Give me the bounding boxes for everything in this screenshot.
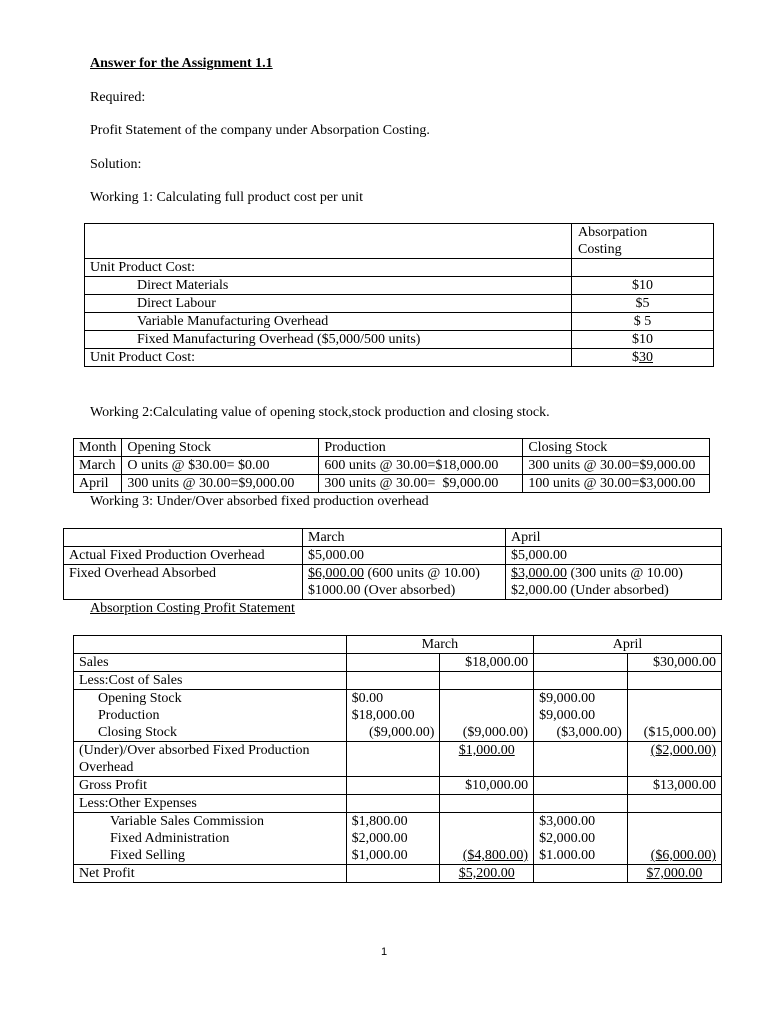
table-row: Less:Cost of Sales (74, 672, 722, 690)
table-row: Production $18,000.00 $9,000.00 (74, 707, 722, 724)
table-row: Opening Stock $0.00 $9,000.00 (74, 690, 722, 708)
table-row: Fixed Administration $2,000.00 $2,000.00 (74, 830, 722, 847)
absorption-costing-header: Absorpation Costing (572, 224, 714, 259)
table-row: Less:Other Expenses (74, 795, 722, 813)
working3-title: Working 3: Under/Over absorbed fixed production overhead (90, 494, 429, 509)
table-row: March O units @ $30.00= $0.00 600 units @ 30.00=$18,000.00 300 units @ 30.00=$9,000.00 (74, 457, 710, 475)
table-row: April 300 units @ 30.00=$9,000.00 300 units @ 30.00= $9,000.00 100 units @ 30.00=$3,000.00 (74, 475, 710, 493)
table-row: Direct Labour $5 (85, 295, 714, 313)
page-number: 1 (380, 946, 388, 958)
working3-table (63, 528, 722, 600)
table-header-row: March April (64, 529, 722, 547)
solution-label: Solution: (90, 157, 142, 172)
table-row: Unit Product Cost: (85, 259, 714, 277)
table-row: Closing Stock ($9,000.00) ($9,000.00) ($3,000.00) ($15,000.00) (74, 724, 722, 742)
working1-table (84, 223, 714, 367)
required-text: Profit Statement of the company under Absorpation Costing. (90, 123, 430, 138)
required-label: Required: (90, 90, 146, 105)
table-row: Fixed Manufacturing Overhead ($5,000/500 units) $10 (85, 331, 714, 349)
table-row: Gross Profit $10,000.00 $13,000.00 (74, 777, 722, 795)
profit-statement-table (73, 635, 722, 883)
profit-statement-title: Absorption Costing Profit Statement (90, 601, 295, 616)
table-header-row: Month Opening Stock Production Closing Stock (74, 439, 710, 457)
table-row: Sales $18,000.00 $30,000.00 (74, 654, 722, 672)
table-header-row: March April (74, 636, 722, 654)
table-row: Fixed Selling $1,000.00 ($4,800.00) $1.000.00 ($6,000.00) (74, 847, 722, 865)
table-row: Direct Materials $10 (85, 277, 714, 295)
table-row: Variable Manufacturing Overhead $ 5 (85, 313, 714, 331)
table-row (85, 224, 714, 259)
table-row: Unit Product Cost: $30 (85, 349, 714, 367)
page-heading: Answer for the Assignment 1.1 (90, 56, 273, 71)
working2-table (73, 438, 710, 493)
table-row: (Under)/Over absorbed Fixed Production Overhead $1,000.00 ($2,000.00) (74, 742, 722, 777)
table-row: Variable Sales Commission $1,800.00 $3,000.00 (74, 813, 722, 831)
working1-title: Working 1: Calculating full product cost per unit (90, 190, 363, 205)
table-row: Fixed Overhead Absorbed $6,000.00 (600 units @ 10.00) $1000.00 (Over absorbed) $3,000.00 (300 units @ 10.00) $2,000.00 (Under absorbed) (64, 565, 722, 600)
working2-title: Working 2:Calculating value of opening stock,stock production and closing stock. (90, 405, 550, 420)
table-row: Actual Fixed Production Overhead $5,000.00 $5,000.00 (64, 547, 722, 565)
table-row: Net Profit $5,200.00 $7,000.00 (74, 865, 722, 883)
